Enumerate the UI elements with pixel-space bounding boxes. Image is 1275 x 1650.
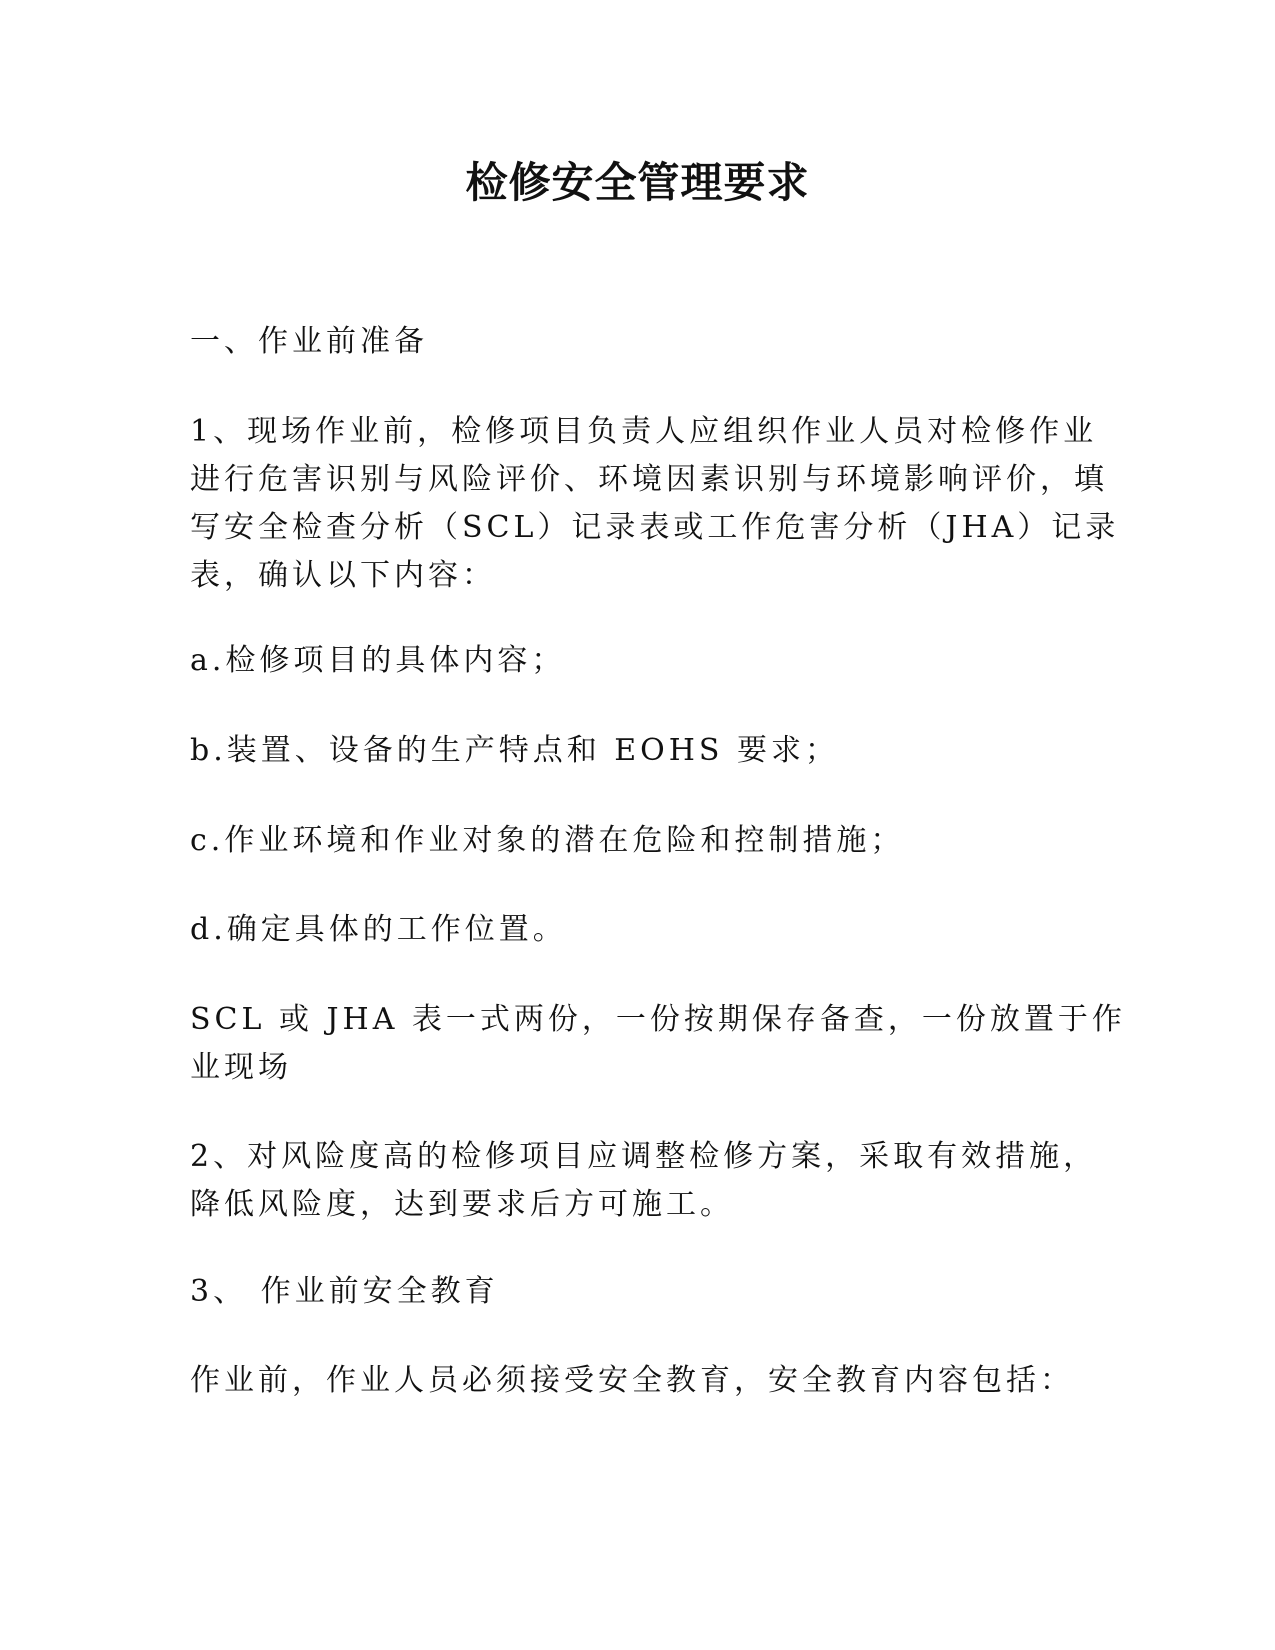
document-title: 检修安全管理要求 <box>465 158 810 207</box>
list-item-c: c.作业环境和作业对象的潜在危险和控制措施； <box>190 823 905 858</box>
paragraph-line: SCL 或 JHA 表一式两份，一份按期保存备查，一份放置于作 <box>190 1002 1126 1037</box>
section-heading-safety-education: 3、 作业前安全教育 <box>190 1274 499 1309</box>
paragraph-line: 业现场 <box>190 1050 292 1085</box>
paragraph-line: 写安全检查分析（SCL）记录表或工作危害分析（JHA）记录 <box>190 510 1120 545</box>
list-item-a: a.检修项目的具体内容； <box>190 643 566 678</box>
list-item-b: b.装置、设备的生产特点和 EOHS 要求； <box>190 733 840 768</box>
paragraph-line: 1、现场作业前，检修项目负责人应组织作业人员对检修作业 <box>190 414 1098 449</box>
paragraph-item-2 <box>190 1133 1098 1229</box>
list-item-d: d.确定具体的工作位置。 <box>190 912 567 947</box>
section-heading-preparation: 一、作业前准备 <box>190 324 428 359</box>
paragraph-line: 降低风险度，达到要求后方可施工。 <box>190 1187 734 1222</box>
paragraph-line: 表，确认以下内容： <box>190 558 496 593</box>
paragraph-item-1 <box>190 408 1120 600</box>
paragraph-scl-note <box>190 996 1126 1092</box>
paragraph-line: 进行危害识别与风险评价、环境因素识别与环境影响评价，填 <box>190 462 1108 497</box>
paragraph-item-3-text: 作业前，作业人员必须接受安全教育，安全教育内容包括： <box>190 1363 1074 1398</box>
paragraph-line: 2、对风险度高的检修项目应调整检修方案，采取有效措施， <box>190 1139 1098 1174</box>
